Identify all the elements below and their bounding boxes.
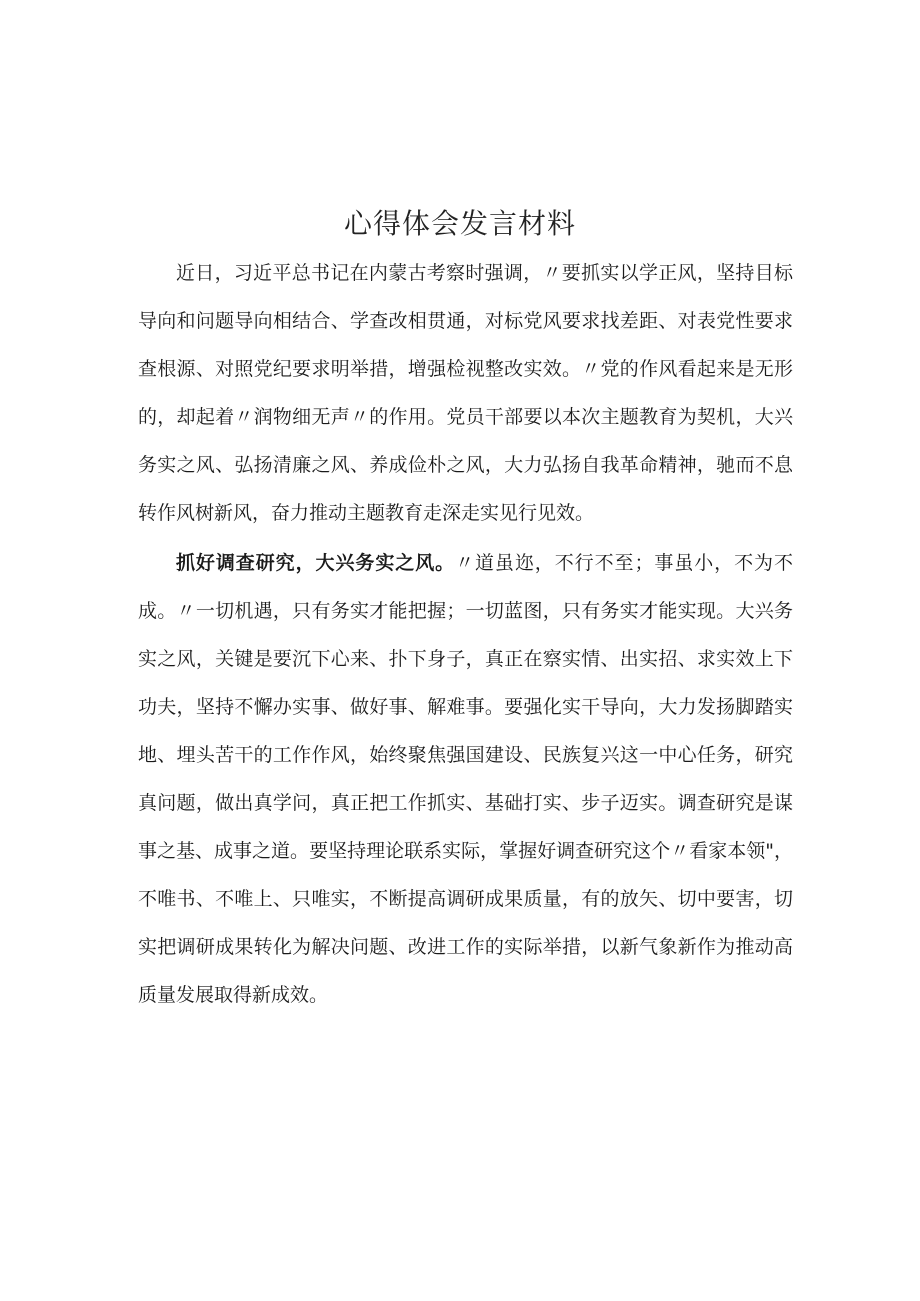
paragraph-text: 〃道虽迩，不行不至；事虽小，不为不成。〃一切机遇，只有务实才能把握；一切蓝图，只有务实才能实现。大兴务实之风，关键是要沉下心来、扑下身子，真正在察实情、出实招、求实效上下功夫，坚持不懈办实事、做好事、解难事。要强化实干导向，大力发扬脚踏实地、埋头苦干的工作作风，始终聚焦强国建设、民族复兴这一中心任务，研究真问题，做出真学问，真正把工作抓实、基础打实、步子迈实。调查研究是谋事之基、成事之道。要坚持理论联系实际，掌握好调查研究这个〃看家本领"，不唯书、不唯上、只唯实，不断提高调研成果质量，有的放矢、切中要害，切实把调研成果转化为解决问题、改进工作的实际举措，以新气象新作为推动高质量发展取得新成效。 (138, 552, 793, 1006)
paragraph-research (138, 539, 793, 1019)
paragraph-text: 近日，习近平总书记在内蒙古考察时强调，〃要抓实以学正风，坚持目标导向和问题导向相结合、学查改相贯通，对标党风要求找差距、对表党性要求查根源、对照党纪要求明举措，增强检视整改实效。〃党的作风看起来是无形的，却起着〃润物细无声〃的作用。党员干部要以本次主题教育为契机，大兴务实之风、弘扬清廉之风、养成俭朴之风，大力弘扬自我革命精神，驰而不息转作风树新风，奋力推动主题教育走深走实见行见效。 (138, 262, 793, 524)
paragraph-intro (138, 249, 793, 537)
paragraph-lead-heading: 抓好调查研究，大兴务实之风。 (176, 552, 456, 574)
document-title: 心得体会发言材料 (343, 207, 576, 240)
